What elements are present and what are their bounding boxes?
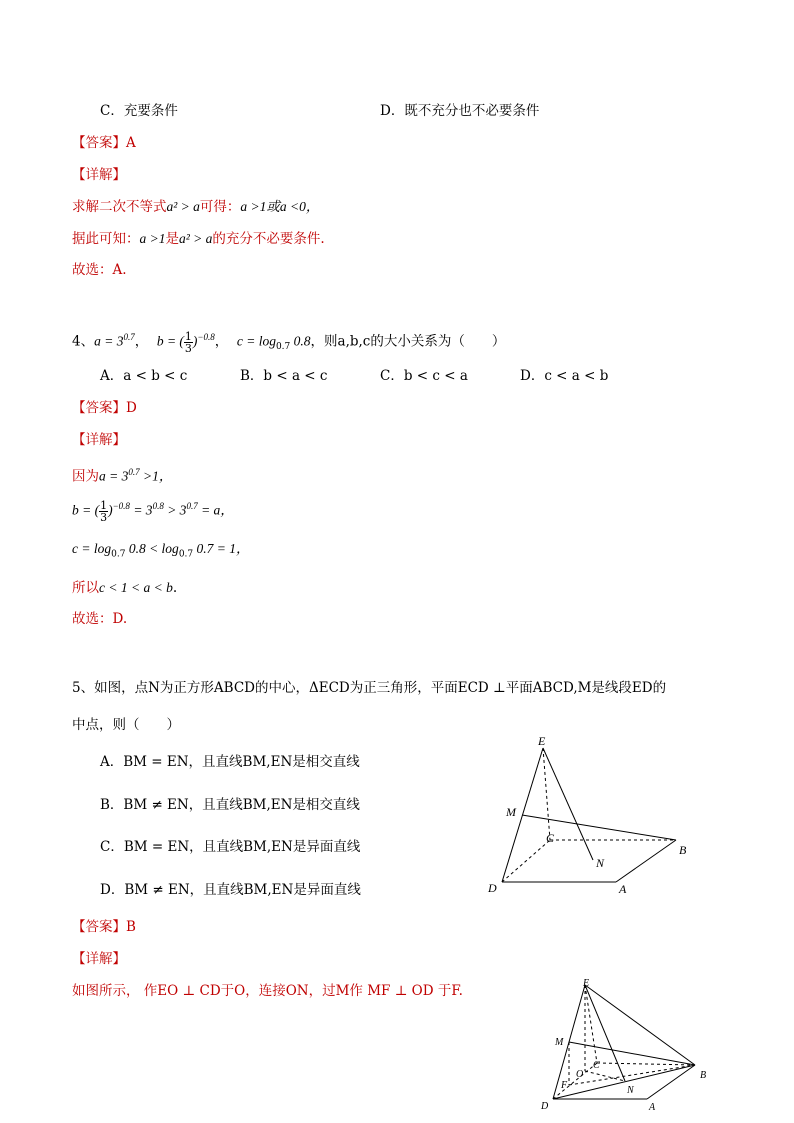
q4-detail-line3: [72, 540, 250, 564]
edge-FB: [569, 1065, 695, 1085]
exponent: −0.8: [112, 501, 130, 511]
label-N: N: [627, 1085, 634, 1096]
label-O: O: [576, 1069, 584, 1080]
label-E: E: [583, 978, 590, 989]
math: ): [192, 333, 198, 349]
math: a >1或a <0，: [240, 199, 320, 214]
q4-detail-label: 【详解】: [72, 432, 126, 448]
geometry-figure-1: [480, 730, 700, 900]
q3-detail-line1: [72, 198, 319, 216]
q3-option-c: C．充要条件: [100, 103, 178, 119]
q5-detail-label: 【详解】: [72, 951, 126, 967]
label-D: D: [541, 1101, 549, 1112]
text: 因为: [72, 468, 99, 485]
q5-option-b: B．BM ≠ EN，且直线BM,EN是相交直线: [100, 797, 360, 813]
answer-value: B: [126, 919, 136, 935]
exponent: 0.7: [186, 501, 198, 511]
denominator: 3: [100, 510, 108, 524]
answer-value: A: [126, 135, 136, 151]
fraction: [184, 331, 193, 354]
geometry-figure-2: [535, 975, 720, 1120]
question-number: 4、: [72, 333, 95, 350]
text: 的充分不必要条件.: [212, 231, 325, 247]
q5-option-a: A．BM = EN，且直线BM,EN是相交直线: [100, 754, 360, 770]
edge-DC: [502, 840, 550, 882]
math: 0.8 < log: [125, 541, 179, 556]
label-C: C: [546, 831, 555, 845]
q3-detail-label: 【详解】: [72, 167, 126, 183]
label-D: D: [488, 881, 497, 895]
text: ，则a,b,c的大小关系为（ ）: [310, 333, 506, 350]
subscript: 0.7: [178, 549, 194, 560]
label-C: C: [593, 1060, 600, 1071]
math: a = 3: [99, 468, 129, 484]
label-B: B: [679, 843, 687, 857]
q5-stem-line2: 中点，则（ ）: [72, 717, 180, 733]
edge-CB: [597, 1063, 695, 1065]
q4-option-d: D．c < a < b: [520, 368, 609, 384]
q5-detail-text: 如图所示， 作EO ⊥ CD于O，连接ON，过M作 MF ⊥ OD 于F.: [72, 983, 463, 999]
q4-option-a: A．a < b < c: [100, 368, 188, 384]
exponent: 0.7: [123, 332, 135, 342]
math: a² > a: [179, 231, 213, 246]
edge-AB: [647, 1065, 695, 1099]
subscript: 0.7: [111, 549, 126, 560]
math: c = log: [72, 541, 112, 556]
math: c < 1 < a < b: [99, 580, 173, 595]
q3-option-d: D．既不充分也不必要条件: [380, 103, 540, 119]
text: 据此可知：: [72, 231, 140, 247]
numerator: 1: [100, 498, 108, 512]
math: >1，: [139, 468, 173, 484]
math: = 3: [129, 502, 153, 518]
exponent: 0.7: [128, 467, 140, 477]
math: c = log: [236, 333, 276, 349]
q4-detail-line1: [72, 463, 172, 486]
answer-label: 【答案】: [72, 400, 126, 416]
exponent: −0.8: [197, 332, 215, 342]
answer-value: D: [126, 400, 137, 416]
text: 所以: [72, 580, 99, 596]
q4-detail-line4: [72, 579, 177, 597]
label-F: F: [561, 1080, 568, 1091]
denominator: 3: [184, 341, 192, 355]
q4-stem: 4、$a = 3^{0.7}$， b = ( $\frac{1}{3}$ )$^{-0.8}$， $c = \log_{0.7} 0.8$，则a,b,c的大小关系为（ ）: [72, 329, 506, 355]
math: a >1: [139, 231, 166, 246]
q4-conclusion: 故选：D.: [72, 611, 128, 627]
answer-label: 【答案】: [72, 135, 126, 151]
label-N: N: [596, 856, 605, 870]
text: .: [172, 580, 178, 596]
label-A: A: [649, 1102, 656, 1113]
edge-DB: [553, 1065, 695, 1099]
label-M: M: [555, 1037, 564, 1048]
edge-AB: [616, 840, 676, 882]
q4-answer-line: [72, 399, 137, 417]
numerator: 1: [184, 329, 192, 343]
math: a = 3: [94, 333, 124, 349]
label-M: M: [506, 805, 516, 819]
label-E: E: [538, 734, 546, 748]
math: b = (: [156, 333, 184, 349]
q3-answer-line: [72, 134, 136, 152]
answer-label: 【答案】: [72, 919, 126, 935]
label-B: B: [700, 1070, 707, 1081]
text: 是: [165, 231, 179, 247]
q5-stem-line1: 5、如图，点N为正方形ABCD的中心，ΔECD为正三角形，平面ECD ⊥平面ABCD,M是线段ED的: [72, 680, 667, 696]
edge-EC: [585, 985, 597, 1063]
q4-detail-line2: [72, 497, 234, 523]
math: > 3: [163, 502, 187, 518]
text: 可得：: [199, 199, 241, 215]
q3-conclusion: 故选：A.: [72, 262, 127, 278]
q5-option-d: D．BM ≠ EN，且直线BM,EN是异面直线: [100, 882, 361, 898]
subscript: 0.7: [275, 342, 291, 353]
math: a² > a: [166, 199, 200, 214]
label-A: A: [619, 882, 627, 896]
q4-option-c: C．b < c < a: [380, 368, 468, 384]
q5-option-c: C．BM = EN，且直线BM,EN是异面直线: [100, 839, 361, 855]
q3-detail-line2: [72, 230, 325, 248]
math: 0.8: [290, 333, 311, 349]
math: = a，: [197, 502, 234, 518]
exponent: 0.8: [152, 501, 164, 511]
text: 求解二次不等式: [72, 199, 167, 215]
edge-MB: [569, 1042, 695, 1065]
math: 0.7 = 1，: [193, 541, 250, 556]
q5-answer-line: [72, 918, 136, 936]
q4-option-b: B．b < a < c: [240, 368, 328, 384]
math: ): [108, 502, 113, 518]
fraction: [99, 500, 108, 523]
math: b = (: [72, 502, 100, 518]
